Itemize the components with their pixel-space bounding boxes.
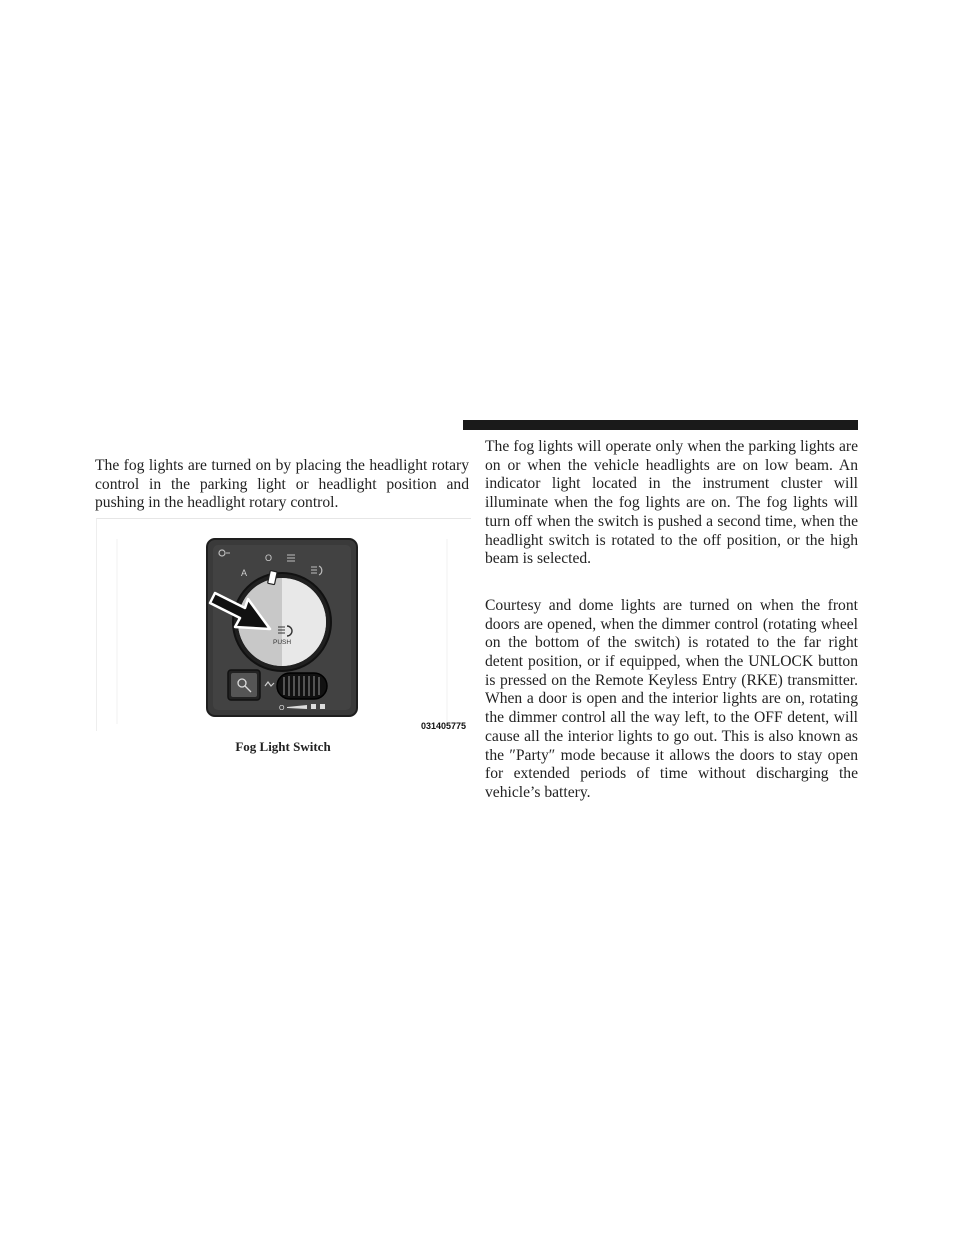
auto-position-label: A [241, 568, 248, 578]
off-position-label: O [265, 553, 273, 563]
left-column [95, 457, 469, 513]
fog-light-intro-paragraph: The fog lights are turned on by placing the headlight rotary control in the parking light or headlight position and pushing in the headlight rotary control. [95, 457, 469, 512]
section-header-bar [463, 420, 858, 430]
right-column [485, 438, 858, 803]
fog-light-switch-illustration [97, 519, 471, 731]
figure-code: 031405775 [420, 721, 466, 731]
fog-light-switch-figure [96, 518, 471, 731]
fog-light-operation-paragraph: The fog lights will operate only when the parking lights are on or when the vehicle headlights are on low beam. An indicator light located in the instrument cluster will illuminate when the fog lights are on. The fog lights will turn off when the switch is pushed a second time, when the headlight switch is rotated to the off position, or the high beam is selected. [485, 438, 858, 568]
push-label: PUSH [273, 639, 292, 646]
dimmer-off-label: O [279, 705, 285, 712]
courtesy-lights-paragraph: Courtesy and dome lights are turned on when the front doors are opened, when the dimmer control (rotating wheel on the bottom of the switch) is rotated to the far right detent position, or if equipped, when the UNLOCK button is pressed on the Remote Keyless Entry (RKE) transmitter. When a door is open and the interior lights are on, rotating the dimmer control all the way left, to the OFF detent, will cause all the interior lights to go out. This is also known as the ″Party″ mode because it allows the doors to stay open for extended periods of time without discharging the vehicle’s battery. [485, 596, 858, 801]
figure-caption: Fog Light Switch [235, 739, 331, 754]
